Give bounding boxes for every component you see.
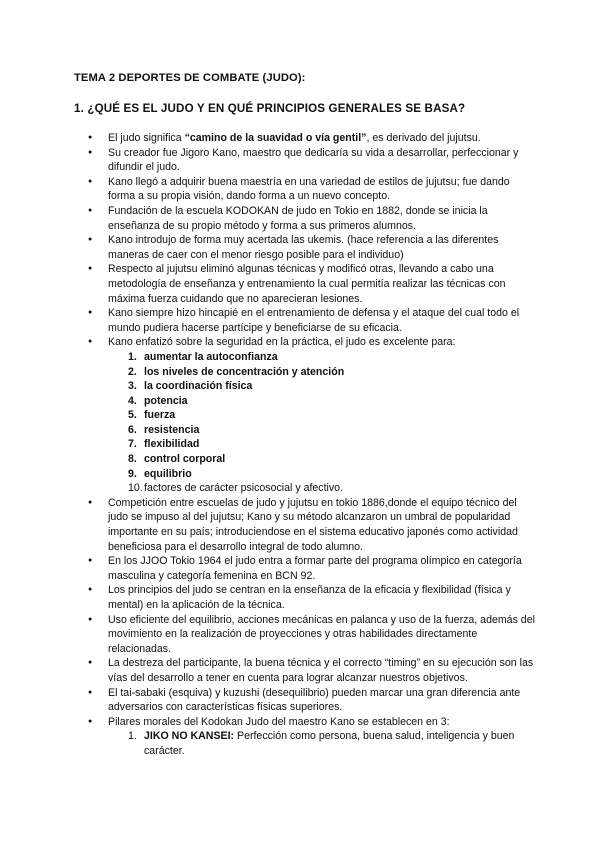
- list-item: ● Competición entre escuelas de judo y jujutsu en tokio 1886,donde el equipo técnico del judo se impuso al del jujutsu; Kano y su método alcanzaron un umbral de popularidad importante en su país; introduciendose en el sistema educativo japonés como actividad beneficiosa para el desarrollo integral de todo alumno.: [108, 496, 536, 554]
- pillars-list: [108, 729, 536, 758]
- list-item: ● Respecto al jujutsu eliminó algunas técnicas y modificó otras, llevando a cabo una metodología de enseñanza y entrenamiento la cual permitía realizar las técnicas con máxima fuerza cuidando que no aparecieran lesiones.: [108, 262, 536, 306]
- numbered-item: 9. equilibrio: [128, 467, 192, 480]
- bullet-text: Kano enfatizó sobre la seguridad en la práctica, el judo es excelente para:: [108, 336, 456, 349]
- numbered-item: 4. potencia: [128, 394, 188, 407]
- list-item: ● El tai-sabaki (esquiva) y kuzushi (desequilibrio) pueden marcar una gran diferencia ante adversarios con características físicas superiores.: [108, 686, 536, 715]
- numbered-item: 1. JIKO NO KANSEI: Perfección como persona, buena salud, inteligencia y buen carácter.: [128, 730, 515, 757]
- document-title: TEMA 2 DEPORTES DE COMBATE (JUDO):: [74, 72, 306, 84]
- numbered-item: 6. resistencia: [128, 423, 200, 436]
- bullet-text: El judo significa: [108, 132, 185, 144]
- benefits-list: [108, 350, 536, 496]
- numbered-item: 1. aumentar la autoconfianza: [128, 350, 278, 363]
- numbered-item: 2. los niveles de concentración y atención: [128, 365, 345, 378]
- list-item: ● Uso eficiente del equilibrio, acciones mecánicas en palanca y uso de la fuerza, además del movimiento en la realización de proyecciones y otras habilidades directamente relacionadas.: [108, 613, 536, 657]
- list-item: [108, 715, 536, 759]
- list-item: ● Su creador fue Jigoro Kano, maestro que dedicaría su vida a desarrollar, perfeccionar y difundir el judo.: [108, 146, 536, 175]
- list-item: ● Kano siempre hizo hincapié en el entrenamiento de defensa y el ataque del cual todo el mundo pudiera hacerse partícipe y beneficiarse de su eficacia.: [108, 306, 536, 335]
- list-item: [108, 131, 536, 146]
- list-item: ● Fundación de la escuela KODOKAN de judo en Tokio en 1882, donde se inicia la enseñanza de su propio método y forma a sus primeros alumnos.: [108, 204, 536, 233]
- list-item: ● Kano introdujo de forma muy acertada las ukemis. (hace referencia a las diferentes maneras de caer con el menor riesgo posible para el individuo): [108, 233, 536, 262]
- section-heading: 1. ¿QUÉ ES EL JUDO Y EN QUÉ PRINCIPIOS GENERALES SE BASA?: [74, 102, 466, 115]
- list-item: ● En los JJOO Tokio 1964 el judo entra a formar parte del programa olímpico en categoría masculina y categoría femenina en BCN 92.: [108, 554, 536, 583]
- bullet-text: , es derivado del jujutsu.: [366, 132, 481, 144]
- numbered-item: 3. la coordinación física: [128, 380, 253, 393]
- numbered-item: 5. fuerza: [128, 409, 176, 422]
- list-item: ● Kano llegó a adquirir buena maestría en una variedad de estilos de jujutsu; fue dando forma a su propia visión, dando forma a un nuevo concepto.: [108, 175, 536, 204]
- list-item: [108, 335, 536, 496]
- numbered-item: 7. flexibilidad: [128, 438, 200, 451]
- numbered-item: 10. factores de carácter psicosocial y afectivo.: [128, 482, 344, 495]
- numbered-item: 8. control corporal: [128, 453, 226, 466]
- list-item: ● La destreza del participante, la buena técnica y el correcto “timing” en su ejecución son las vías del desarrollo a tener en cuenta para lograr alcanzar nuestros objetivos.: [108, 656, 536, 685]
- bullet-list: [108, 131, 536, 759]
- bold-text: “camino de la suavidad o vía gentil”: [184, 132, 367, 144]
- bullet-text: Pilares morales del Kodokan Judo del maestro Kano se establecen en 3:: [108, 715, 450, 728]
- list-item: ● Los principios del judo se centran en la enseñanza de la eficacia y flexibilidad (física y mental) en la aplicación de la técnica.: [108, 583, 536, 612]
